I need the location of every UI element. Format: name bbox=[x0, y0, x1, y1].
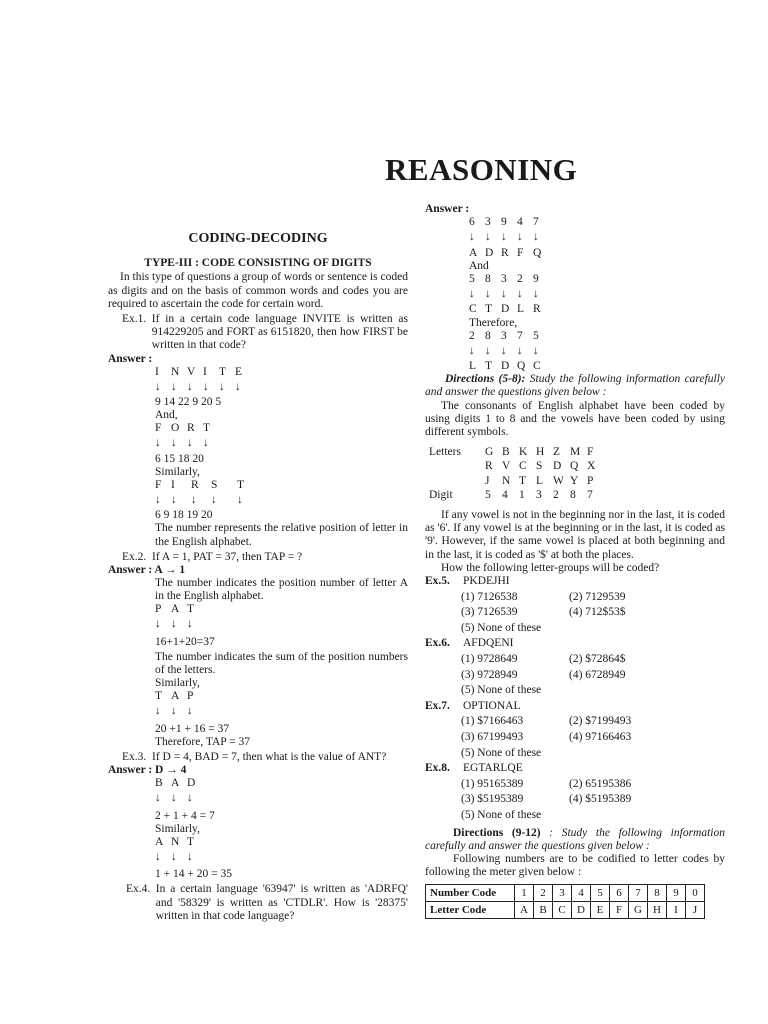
bad-sum: 2 + 1 + 4 = 7 bbox=[155, 809, 215, 822]
letter: P bbox=[155, 603, 162, 616]
digit: 5 bbox=[469, 272, 475, 285]
option: (5) None of these bbox=[461, 746, 542, 759]
digit: 2 bbox=[469, 329, 475, 342]
tap-letters bbox=[108, 690, 408, 705]
option: (1) 9728649 bbox=[461, 653, 518, 666]
ex2-note1: The number indicates the position number of letter A in the English alphabet. bbox=[155, 577, 408, 603]
letter: Q bbox=[517, 360, 526, 373]
letter: L bbox=[469, 360, 477, 373]
table-cell: 1 bbox=[515, 885, 534, 902]
letter: T bbox=[519, 474, 527, 487]
option: (2) $72864$ bbox=[569, 653, 626, 666]
letter: T bbox=[187, 835, 195, 848]
option: (2) 7129539 bbox=[569, 590, 626, 603]
option: (4) 712$53$ bbox=[569, 606, 626, 619]
letter: S bbox=[211, 478, 218, 491]
similarly-text: Similarly, bbox=[155, 822, 200, 835]
ex7-label: Ex.7. bbox=[425, 699, 450, 712]
letter: F bbox=[517, 246, 524, 259]
letter: S bbox=[536, 460, 543, 473]
ex8-options bbox=[425, 778, 725, 825]
letter: N bbox=[171, 835, 180, 848]
letter: D bbox=[187, 777, 196, 790]
ex4-answer-label: Answer : bbox=[425, 203, 470, 215]
letter: H bbox=[536, 446, 545, 459]
digit: 7 bbox=[517, 329, 523, 342]
ex3-answer: Answer : D → 4 bbox=[108, 764, 187, 777]
digit: 5 bbox=[485, 488, 491, 501]
table-cell: 7 bbox=[629, 885, 648, 902]
letter-code-row bbox=[426, 902, 705, 919]
letter: Q bbox=[570, 460, 579, 473]
ex5-label: Ex.5. bbox=[425, 575, 450, 588]
letter: E bbox=[235, 365, 243, 378]
ex2-answer: Answer : A → 1 bbox=[108, 563, 186, 576]
option: (3) $5195389 bbox=[461, 793, 524, 806]
letter: F bbox=[587, 446, 594, 459]
ant-letters bbox=[108, 836, 408, 851]
table-cell: 9 bbox=[667, 885, 686, 902]
digit: 3 bbox=[501, 272, 507, 285]
ex3-question bbox=[108, 751, 408, 764]
letter: O bbox=[171, 422, 180, 435]
letter: D bbox=[485, 246, 494, 259]
letter-row-3 bbox=[469, 360, 725, 373]
ex7-question bbox=[425, 700, 725, 716]
digit: 7 bbox=[587, 488, 593, 501]
ex8-question bbox=[425, 762, 725, 778]
number-letter-code-table bbox=[425, 884, 705, 919]
letter: C bbox=[469, 303, 477, 316]
table-cell: 4 bbox=[572, 885, 591, 902]
section-heading: CODING-DECODING bbox=[188, 231, 328, 246]
digit: 6 bbox=[469, 216, 475, 229]
arrow-row: ↓ ↓ ↓ ↓ ↓ bbox=[155, 493, 243, 506]
table-cell: 3 bbox=[553, 885, 572, 902]
letter: A bbox=[469, 246, 478, 259]
option: (4) 6728949 bbox=[569, 668, 626, 681]
letter: F bbox=[155, 478, 162, 491]
option: (5) None of these bbox=[461, 808, 542, 821]
option: (2) 65195386 bbox=[569, 777, 632, 790]
table-cell: H bbox=[648, 902, 667, 919]
letter: L bbox=[536, 474, 544, 487]
intro-paragraph: In this type of questions a group of words or sentence is coded as digits and on the basis of common words and codes you are required to ascertain the code for certain word. bbox=[108, 271, 408, 310]
letter: J bbox=[485, 474, 490, 487]
arrow-row: ↓ ↓ ↓ bbox=[155, 850, 193, 863]
letter: R bbox=[187, 422, 195, 435]
ex1-text: If in a certain code language INVITE is written as 914229205 and FORT as 6151820, then how FIRST be written in that code? bbox=[151, 313, 408, 352]
ex2-question bbox=[108, 551, 408, 564]
option: (1) $7166463 bbox=[461, 715, 524, 728]
option: (4) 97166463 bbox=[569, 731, 632, 744]
table-cell: I bbox=[667, 902, 686, 919]
ex7-word: OPTIONAL bbox=[463, 699, 521, 712]
digit: 1 bbox=[519, 488, 525, 501]
digit: 7 bbox=[533, 216, 539, 229]
ex2-text: If A = 1, PAT = 37, then TAP = ? bbox=[152, 550, 303, 563]
letter-code-grid bbox=[429, 446, 725, 502]
option: (3) 7126539 bbox=[461, 606, 518, 619]
ex7-options bbox=[425, 715, 725, 762]
therefore-text: Therefore, bbox=[469, 316, 518, 329]
directions-5-8 bbox=[425, 373, 725, 399]
arrow-row: ↓ ↓ ↓ ↓ ↓ bbox=[469, 344, 539, 357]
and-text: And bbox=[469, 259, 489, 272]
directions-5-8-text: Study the following information carefully and answer the questions given below : bbox=[425, 373, 726, 399]
letter: A bbox=[171, 690, 180, 703]
table-cell: C bbox=[553, 902, 572, 919]
letter: Q bbox=[533, 246, 542, 259]
option: (2) $7199493 bbox=[569, 715, 632, 728]
ex4-label: Ex.4. bbox=[126, 883, 151, 896]
ex8-label: Ex.8. bbox=[425, 762, 450, 775]
arrow-row: ↓ ↓ ↓ bbox=[155, 792, 193, 805]
invite-letters bbox=[108, 366, 408, 381]
letter: T bbox=[155, 690, 163, 703]
digit: 5 bbox=[533, 329, 539, 342]
digit: 9 bbox=[501, 216, 507, 229]
letter: N bbox=[171, 365, 180, 378]
letter: T bbox=[485, 303, 493, 316]
letter: K bbox=[519, 446, 528, 459]
option: (3) 67199493 bbox=[461, 731, 524, 744]
number-code-label: Number Code bbox=[426, 885, 515, 902]
letter: V bbox=[502, 460, 511, 473]
letter: A bbox=[155, 835, 164, 848]
option: (5) None of these bbox=[461, 621, 542, 634]
number-code-row bbox=[426, 885, 705, 902]
letter: R bbox=[485, 460, 493, 473]
page-title: REASONING bbox=[385, 152, 578, 187]
digit-row-2 bbox=[469, 273, 725, 286]
letter-row-2 bbox=[469, 303, 725, 316]
and-text: And, bbox=[155, 409, 178, 422]
letter: M bbox=[570, 446, 581, 459]
how-coded-text: How the following letter-groups will be coded? bbox=[441, 561, 660, 574]
letter: G bbox=[485, 446, 494, 459]
letter: T bbox=[485, 360, 493, 373]
letter: X bbox=[587, 460, 596, 473]
letter: I bbox=[203, 365, 207, 378]
letter: Y bbox=[570, 474, 579, 487]
codify-paragraph: Following numbers are to be codified to letter codes by following the meter given below : bbox=[425, 852, 725, 879]
letter: D bbox=[501, 303, 510, 316]
directions-9-12-text: : Study the following information carefully and answer the questions given below : bbox=[425, 826, 725, 852]
ex3-text: If D = 4, BAD = 7, then what is the value of ANT? bbox=[152, 751, 387, 764]
table-cell: E bbox=[591, 902, 610, 919]
table-cell: 2 bbox=[534, 885, 553, 902]
ex1-note: The number represents the relative position of letter in the English alphabet. bbox=[155, 522, 408, 548]
letter: C bbox=[533, 360, 541, 373]
letters-label: Letters bbox=[429, 446, 461, 459]
letter: D bbox=[501, 360, 510, 373]
digit: 4 bbox=[502, 488, 508, 501]
letter: R bbox=[533, 303, 541, 316]
letter: P bbox=[187, 690, 194, 703]
digit-row-3 bbox=[469, 330, 725, 343]
digit: 2 bbox=[517, 272, 523, 285]
letter: R bbox=[191, 478, 199, 491]
type-subheading: TYPE-III : CODE CONSISTING OF DIGITS bbox=[144, 257, 372, 270]
pat-sum: 16+1+20=37 bbox=[155, 635, 215, 648]
ex5-options bbox=[425, 591, 725, 638]
ex6-label: Ex.6. bbox=[425, 637, 450, 650]
ex2-therefore: Therefore, TAP = 37 bbox=[155, 735, 250, 748]
letter: Z bbox=[553, 446, 561, 459]
table-cell: 6 bbox=[610, 885, 629, 902]
letter: T bbox=[219, 365, 227, 378]
directions-9-12-label: Directions (9-12) bbox=[453, 826, 541, 839]
letter: F bbox=[155, 422, 162, 435]
digit: 8 bbox=[485, 272, 491, 285]
directions-5-8-label: Directions (5-8): bbox=[445, 373, 526, 386]
ex8-word: EGTARLQE bbox=[463, 762, 523, 775]
invite-digits: 9 14 22 9 20 5 bbox=[155, 395, 222, 408]
option: (1) 7126538 bbox=[461, 590, 518, 603]
option: (1) 95165389 bbox=[461, 777, 524, 790]
digit-row-1 bbox=[469, 216, 725, 229]
table-cell: D bbox=[572, 902, 591, 919]
letter: I bbox=[171, 478, 175, 491]
similarly-text: Similarly, bbox=[155, 677, 200, 690]
option: (5) None of these bbox=[461, 684, 542, 697]
fort-letters bbox=[108, 422, 408, 437]
letter: N bbox=[502, 474, 511, 487]
ex1-label: Ex.1. bbox=[122, 313, 147, 325]
tap-sum: 20 +1 + 16 = 37 bbox=[155, 722, 230, 735]
letter: R bbox=[501, 246, 509, 259]
left-column bbox=[108, 232, 408, 923]
directions-9-12 bbox=[425, 827, 725, 853]
ant-sum: 1 + 14 + 20 = 35 bbox=[155, 868, 232, 881]
arrow-row: ↓ ↓ ↓ bbox=[155, 705, 193, 718]
ex5-word: PKDEJHI bbox=[463, 575, 510, 588]
table-cell: 5 bbox=[591, 885, 610, 902]
letter: A bbox=[171, 603, 180, 616]
digit: 9 bbox=[533, 272, 539, 285]
ex3-label: Ex.3. bbox=[122, 751, 147, 764]
ex1-answer-label: Answer : bbox=[108, 352, 153, 365]
table-cell: B bbox=[534, 902, 553, 919]
letter: D bbox=[553, 460, 562, 473]
letter: B bbox=[502, 446, 510, 459]
first-letters bbox=[108, 479, 408, 494]
right-column bbox=[425, 203, 725, 919]
ex4-text: In a certain language '63947' is written as 'ADRFQ' and '58329' is written as 'CTDLR'. How is '28375' written in that code language? bbox=[155, 883, 408, 922]
letter: V bbox=[187, 365, 196, 378]
first-digits: 6 9 18 19 20 bbox=[155, 509, 213, 522]
letter: B bbox=[155, 777, 163, 790]
ex6-word: AFDQENI bbox=[463, 637, 514, 650]
ex5-question bbox=[425, 575, 725, 591]
letter: T bbox=[187, 603, 195, 616]
table-cell: G bbox=[629, 902, 648, 919]
table-cell: A bbox=[515, 902, 534, 919]
table-cell: F bbox=[610, 902, 629, 919]
ex2-label: Ex.2. bbox=[122, 550, 147, 563]
vowel-paragraph: If any vowel is not in the beginning nor in the last, it is coded as '6'. If any vowel is at the beginning or in the last, it is coded as '9'. However, if the same vowel is placed at both beginning and in the last, it is coded as '$' at both the places. bbox=[425, 509, 725, 561]
letter: W bbox=[553, 474, 564, 487]
fort-digits: 6 15 18 20 bbox=[155, 452, 204, 465]
ex1-question bbox=[108, 313, 408, 353]
digit: 3 bbox=[485, 216, 491, 229]
digit: 2 bbox=[553, 488, 559, 501]
table-cell: J bbox=[686, 902, 705, 919]
ex6-question bbox=[425, 637, 725, 653]
consonant-paragraph: The consonants of English alphabet have been coded by using digits 1 to 8 and the vowels have been coded by using different symbols. bbox=[425, 399, 725, 439]
arrow-row: ↓ ↓ ↓ ↓ ↓ bbox=[469, 288, 539, 301]
digit: 8 bbox=[485, 329, 491, 342]
letter: T bbox=[203, 422, 211, 435]
digit: 4 bbox=[517, 216, 523, 229]
letter: I bbox=[155, 365, 159, 378]
digit: 8 bbox=[570, 488, 576, 501]
letter: T bbox=[237, 478, 245, 491]
letter: L bbox=[517, 303, 525, 316]
arrow-row: ↓ ↓ ↓ ↓ ↓ ↓ bbox=[155, 380, 241, 393]
letter-row-1 bbox=[469, 247, 725, 260]
letter: P bbox=[587, 474, 594, 487]
digit: 3 bbox=[536, 488, 542, 501]
bad-letters bbox=[108, 777, 408, 792]
arrow-row: ↓ ↓ ↓ ↓ bbox=[155, 437, 209, 450]
table-cell: 0 bbox=[686, 885, 705, 902]
arrow-row: ↓ ↓ ↓ ↓ ↓ bbox=[469, 231, 539, 244]
ex6-options bbox=[425, 653, 725, 700]
similarly-text: Similarly, bbox=[155, 465, 200, 478]
table-cell: 8 bbox=[648, 885, 667, 902]
letter: A bbox=[171, 777, 180, 790]
ex2-note2: The number indicates the sum of the position numbers of the letters. bbox=[155, 650, 408, 677]
pat-letters bbox=[108, 603, 408, 618]
digit-label: Digit bbox=[429, 488, 453, 501]
option: (4) $5195389 bbox=[569, 793, 632, 806]
ex4-question bbox=[108, 883, 408, 923]
arrow-row: ↓ ↓ ↓ bbox=[155, 618, 193, 631]
letter-code-label: Letter Code bbox=[426, 902, 515, 919]
option: (3) 9728949 bbox=[461, 668, 518, 681]
digit: 3 bbox=[501, 329, 507, 342]
letter: C bbox=[519, 460, 527, 473]
